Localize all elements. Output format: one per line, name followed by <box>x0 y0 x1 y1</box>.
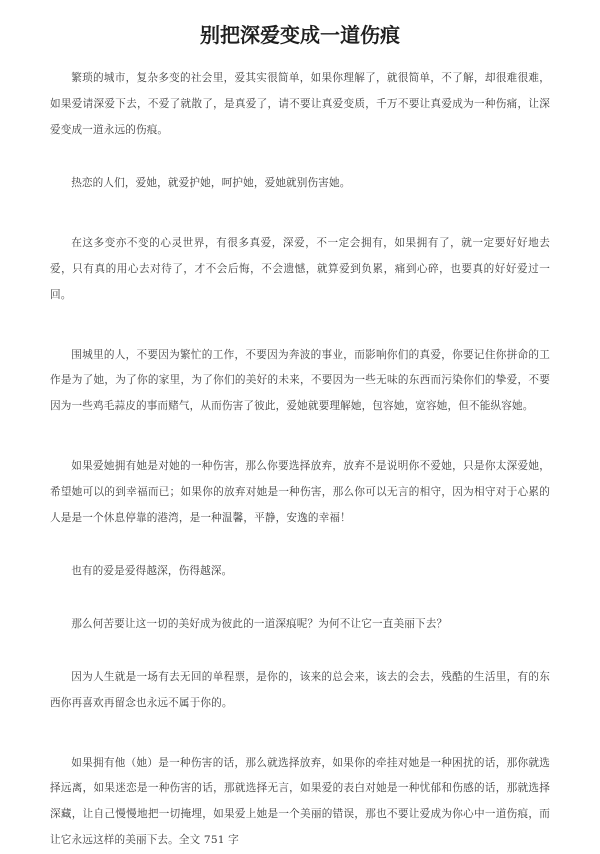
paragraph: 热恋的人们，爱她，就爱护她，呵护她，爱她就别伤害她。 <box>71 177 351 190</box>
paragraph: 如果爱她拥有她是对她的一种伤害，那么你要选择放弃，放弃不是说明你不爱她，只是你太深爱她，希望她可以的到幸福而已；如果你的放弃对她是一种伤害，那么你可以无言的相守，因为相守对于心累的人是是一个休息停靠的港湾，是一种温馨，平静，安逸的幸福！ <box>50 459 550 524</box>
paragraph: 围城里的人，不要因为繁忙的工作，不要因为奔波的事业，而影响你们的真爱，你要记住你拼命的工作是为了她，为了你的家里，为了你们的美好的未来，不要因为一些无味的东西而污染你们的挚爱，不要因为一些鸡毛蒜皮的事而赌气，从而伤害了彼此，爱她就要理解她，包容她，宽容她，但不能纵容她。 <box>50 348 550 413</box>
paragraph: 那么何苦要让这一切的美好成为彼此的一道深痕呢？为何不让它一直美丽下去？ <box>71 618 448 631</box>
page-title: 别把深爱变成一道伤痕 <box>200 23 400 47</box>
paragraph: 在这多变亦不变的心灵世界，有很多真爱，深爱，不一定会拥有，如果拥有了，就一定要好好地去爱，只有真的用心去对待了，才不会后悔，不会遗憾，就算爱到负累，痛到心碎，也要真的好好爱过一回。 <box>50 237 550 301</box>
paragraph: 因为人生就是一场有去无回的单程票，是你的，该来的总会来，该去的会去，残酷的生活里，有的东西你再喜欢再留念也永远不属于你的。 <box>50 670 550 709</box>
paragraph: 也有的爱是爱得越深，伤得越深。 <box>71 565 233 578</box>
paragraph: 繁琐的城市，复杂多变的社会里，爱其实很简单，如果你理解了，就很简单，不了解，却很难很难，如果爱请深爱下去，不爱了就散了，是真爱了，请不要让真爱变质，千万不要让真爱成为一种伤痛，让深爱变成一道永远的伤痕。 <box>50 72 550 136</box>
paragraph: 如果拥有他（她）是一种伤害的话，那么就选择放弃，如果你的牵挂对她是一种困扰的话，那你就选择远离，如果迷恋是一种伤害的话，那就选择无言，如果爱的表白对她是一种忧郁和伤感的话，那就选择深藏，让自己慢慢地把一切掩埋，如果爱上她是一个美丽的错误，那也不要让爱成为你心中一道伤痕，而让它永远这样的美丽下去。全文 751 字 <box>50 756 550 846</box>
